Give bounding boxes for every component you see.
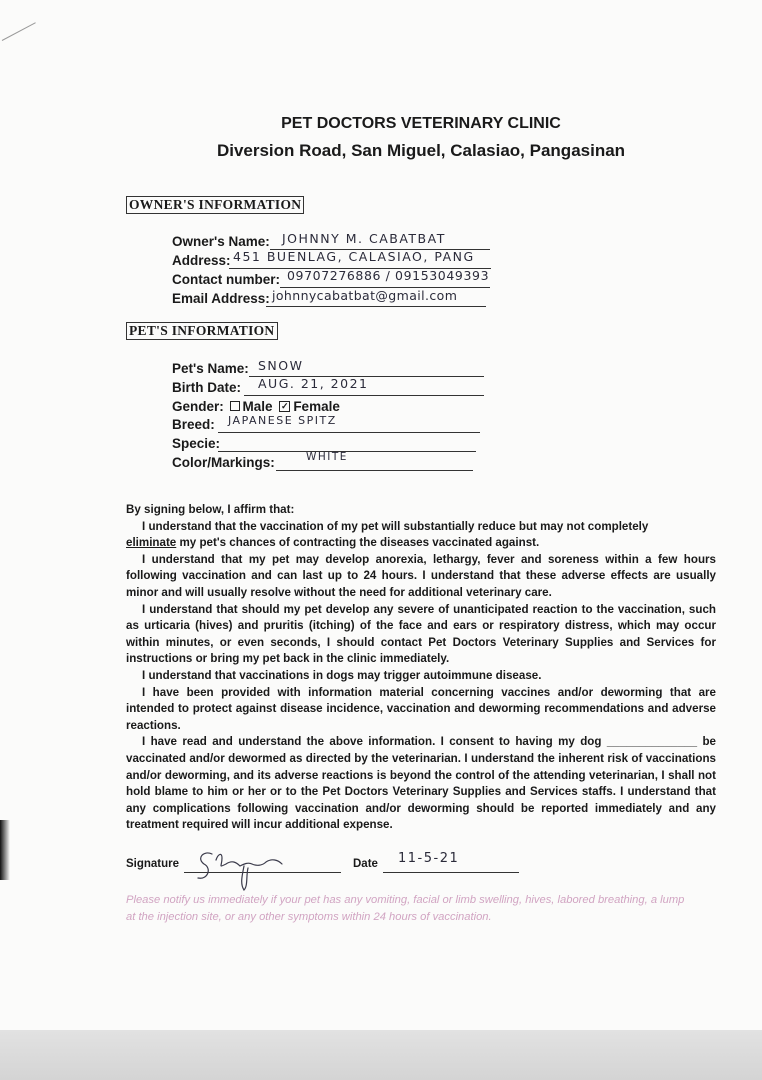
gender-label: Gender:: [172, 399, 224, 414]
agreement-p5: I have been provided with information material concerning vaccines and/or deworming that are intended to protect against disease incidence, vaccination and deworming recommendations and adverse reactions.: [126, 685, 716, 732]
pet-name-field: [172, 360, 249, 378]
agreement-intro: By signing below, I affirm that:: [126, 503, 295, 516]
clinic-address: Diversion Road, San Miguel, Calasiao, Pangasinan: [216, 141, 626, 160]
agreement-p2: I understand that my pet may develop anorexia, lethargy, fever and soreness within a few hours following vaccination and can last up to 24 hours. I understand that these adverse effects are usually minor and will usually resolve without the need for additional veterinary care.: [126, 552, 716, 599]
dog-name-blank[interactable]: ______________: [606, 735, 698, 749]
agreement-p6: I have read and understand the above information. I consent to having my dog ______________ be vaccinated and/or dewormed as directed by the veterinarian. I understand the inherent risk of vaccinations and/or deworming, and its adverse reactions is beyond the control of the attending veterinarian, I shall not hold blame to him or her or to the Pet Doctors Veterinary Supplies and Services staffs. I understand that any complications following vaccination and/or deworming should be reported immediately and any treatment required will incur additional expense.: [126, 735, 716, 832]
contact-label: Contact number:: [172, 272, 280, 287]
agreement-p1: I understand that the vaccination of my pet will substantially reduce but may not completely eliminate my pet's chances of contracting the diseases vaccinated against.: [126, 519, 649, 550]
owner-section-heading: OWNER'S INFORMATION: [126, 196, 304, 214]
female-label: Female: [293, 399, 340, 414]
color-value: WHITE: [306, 451, 348, 463]
email-line: [266, 306, 486, 307]
birth-date-label: Birth Date:: [172, 380, 242, 395]
email-field: [172, 290, 270, 308]
address-field: [172, 252, 231, 270]
email-label: Email Address:: [172, 291, 270, 306]
breed-line: [218, 432, 480, 433]
male-label: Male: [242, 399, 273, 414]
address-value: 451 BUENLAG, CALASIAO, PANG: [233, 249, 475, 264]
male-checkbox[interactable]: [230, 401, 240, 411]
signature-label: Signature: [126, 858, 180, 870]
owner-name-value: JOHNNY M. CABATBAT: [282, 231, 446, 246]
date-label: Date: [353, 858, 378, 870]
scan-mark: [2, 22, 36, 41]
date-value: 11-5-21: [398, 851, 460, 866]
breed-field: [172, 416, 215, 434]
color-line: [276, 470, 473, 471]
specie-field: [172, 435, 220, 453]
birth-date-line: [244, 395, 484, 396]
color-label: Color/Markings:: [172, 455, 275, 470]
scanner-bed: [0, 1030, 762, 1080]
owner-name-label: Owner's Name:: [172, 234, 270, 249]
address-label: Address:: [172, 253, 231, 268]
breed-value: JAPANESE SPITZ: [228, 414, 337, 427]
birth-date-value: AUG. 21, 2021: [258, 376, 369, 391]
agreement-p4: I understand that vaccinations in dogs may trigger autoimmune disease.: [142, 668, 542, 682]
email-value: johnnycabatbat@gmail.com: [272, 288, 458, 303]
aftercare-notice: Please notify us immediately if your pet has any vomiting, facial or limb swelling, hives, labored breathing, a lump at the injection site, or any other symptoms within 24 hours of vaccination.: [126, 894, 685, 923]
pet-section-heading: PET'S INFORMATION: [126, 322, 278, 340]
signature-image: [182, 840, 292, 892]
pet-name-value: SNOW: [258, 358, 304, 373]
clinic-name: PET DOCTORS VETERINARY CLINIC: [281, 115, 561, 132]
breed-label: Breed:: [172, 417, 215, 432]
eliminate-word: eliminate: [126, 536, 177, 550]
contact-field: [172, 271, 280, 289]
specie-label: Specie:: [172, 436, 221, 451]
agreement-text: [126, 502, 716, 834]
agreement-p3: I understand that should my pet develop any severe of unanticipated reaction to the vaccination, such as urticaria (hives) and pruritis (itching) of the face and ears or respiratory distress, which may occur within minutes, or even seconds, I should contact Pet Doctors Veterinary Supplies and Services for instructions or bring my pet back in the clinic immediately.: [126, 602, 716, 666]
contact-value: 09707276886 / 09153049393: [287, 268, 490, 283]
color-field: [172, 454, 275, 472]
female-checkbox[interactable]: ✓: [281, 400, 289, 411]
date-line[interactable]: [383, 872, 519, 873]
scan-shadow: [0, 820, 10, 880]
birth-date-field: [172, 379, 241, 397]
pet-name-label: Pet's Name:: [172, 361, 249, 376]
